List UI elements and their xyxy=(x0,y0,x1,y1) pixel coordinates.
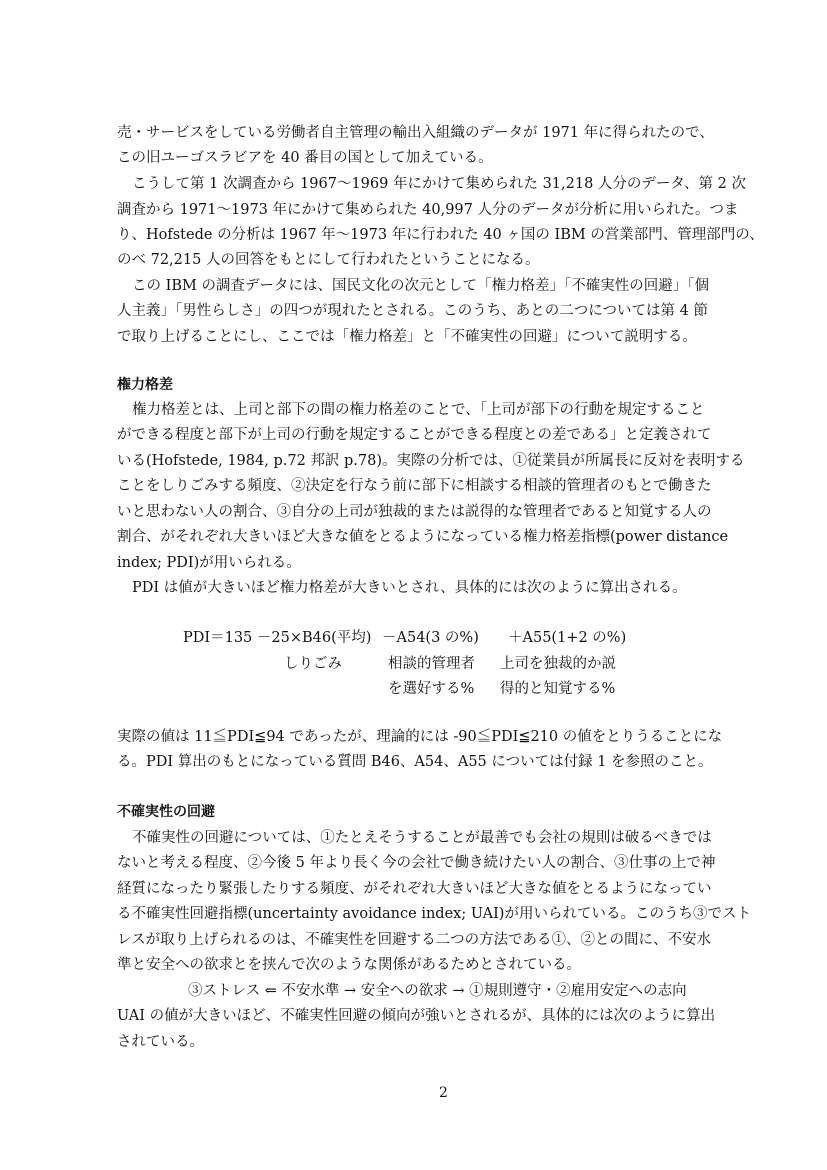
body-text-line: この IBM の調査データには、国民文化の次元として「権力格差」「不確実性の回避」「個 xyxy=(132,278,709,294)
body-text-line: る不確実性回避指標(uncertainty avoidance index; UAI)が用いられている。このうち③でスト xyxy=(117,906,751,922)
body-text-line: 売・サービスをしている労働者自主管理の輸出入組織のデータが 1971 年に得られたので、 xyxy=(117,125,714,141)
body-text-line: ができる程度と部下が上司の行動を規定することができる程度との差である」と定義されて xyxy=(117,427,712,443)
formula-label-shirigomi: しりごみ xyxy=(284,656,342,672)
formula-label-a54-line2: を選好する% xyxy=(388,681,475,697)
body-text-line: いと思わない人の割合、③自分の上司が独裁的または説得的な管理者であると知覚する人の xyxy=(117,504,712,520)
formula-term-a54: －A54(3 の%) xyxy=(382,630,479,646)
body-text-line: レスが取り上げられるのは、不確実性を回避する二つの方法である①、②との間に、不安水 xyxy=(117,932,712,948)
body-text-line: 不確実性の回避については、①たとえそうすることが最善でも会社の規則は破るべきでは xyxy=(132,830,712,846)
formula-label-a54-line1: 相談的管理者 xyxy=(388,656,475,672)
formula-label-a55-line1: 上司を独裁的か説 xyxy=(500,656,616,672)
body-text-line: ことをしりごみする頻度、②決定を行なう前に部下に相談する相談的管理者のもとで働きた xyxy=(117,478,712,494)
formula-label-a55-line2: 得的と知覚する% xyxy=(500,681,616,697)
body-text-line: る。PDI 算出のもとになっている質問 B46、A54、A55 については付録 1 を参照のこと。 xyxy=(117,754,713,770)
body-text-line: で取り上げることにし、ここでは「権力格差」と「不確実性の回避」について説明する。 xyxy=(117,329,697,345)
section-heading-uncertainty-avoidance: 不確実性の回避 xyxy=(117,804,215,820)
section-heading-power-distance: 権力格差 xyxy=(117,377,173,393)
body-text-line: こうして第 1 次調査から 1967～1969 年にかけて集められた 31,218 人分のデータ、第 2 次 xyxy=(132,176,746,192)
body-text-line: UAI の値が大きいほど、不確実性回避の傾向が強いとされるが、具体的には次のように算出 xyxy=(117,1008,716,1024)
body-text-line: いる(Hofstede, 1984, p.72 邦訳 p.78)。実際の分析では、①従業員が所属長に反対を表明する xyxy=(117,453,745,469)
body-text-line: 割合、がそれぞれ大きいほど大きな値をとるようになっている権力格差指標(power distance xyxy=(117,529,729,545)
body-text-line: り、Hofstede の分析は 1967 年～1973 年に行われた 40 ヶ国の IBM の営業部門、管理部門の、 xyxy=(117,227,764,243)
body-text-line: 権力格差とは、上司と部下の間の権力格差のことで、「上司が部下の行動を規定すること xyxy=(132,402,705,418)
body-text-line: 人主義」「男性らしさ」の四つが現れたとされる。このうち、あとの二つについては第 4 節 xyxy=(117,303,708,319)
body-text-line: PDI は値が大きいほど権力格差が大きいとされ、具体的には次のように算出される。 xyxy=(132,580,687,596)
body-text-line: 調査から 1971～1973 年にかけて集められた 40,997 人分のデータが分析に用いられた。つま xyxy=(117,202,739,218)
body-text-line: この旧ユーゴスラビアを 40 番目の国として加えている。 xyxy=(117,150,493,166)
page-number: 2 xyxy=(439,1085,448,1101)
relation-chain: ③ストレス ⇐ 不安水準 → 安全への欲求 → ①規則遵守・②雇用安定への志向 xyxy=(188,983,687,999)
body-text-line: 経質になったり緊張したりする頻度、がそれぞれ大きいほど大きな値をとるようになってい xyxy=(117,881,712,897)
body-text-line: ないと考える程度、②今後 5 年より長く今の会社で働き続けたい人の割合、③仕事の上で神 xyxy=(117,855,716,871)
body-text-line: のべ 72,215 人の回答をもとにして行われたということになる。 xyxy=(117,252,540,268)
body-text-line: されている。 xyxy=(117,1034,204,1050)
formula-lhs: PDI＝135 －25×B46(平均) xyxy=(183,630,372,646)
body-text-line: 実際の値は 11≦PDI≦94 であったが、理論的には -90≦PDI≦210 の値をとりうることにな xyxy=(117,729,723,745)
body-text-line: 準と安全への欲求とを挟んで次のような関係があるためとされている。 xyxy=(117,957,581,973)
body-text-line: index; PDI)が用いられる。 xyxy=(117,555,301,571)
formula-term-a55: ＋A55(1+2 の%) xyxy=(508,630,627,646)
